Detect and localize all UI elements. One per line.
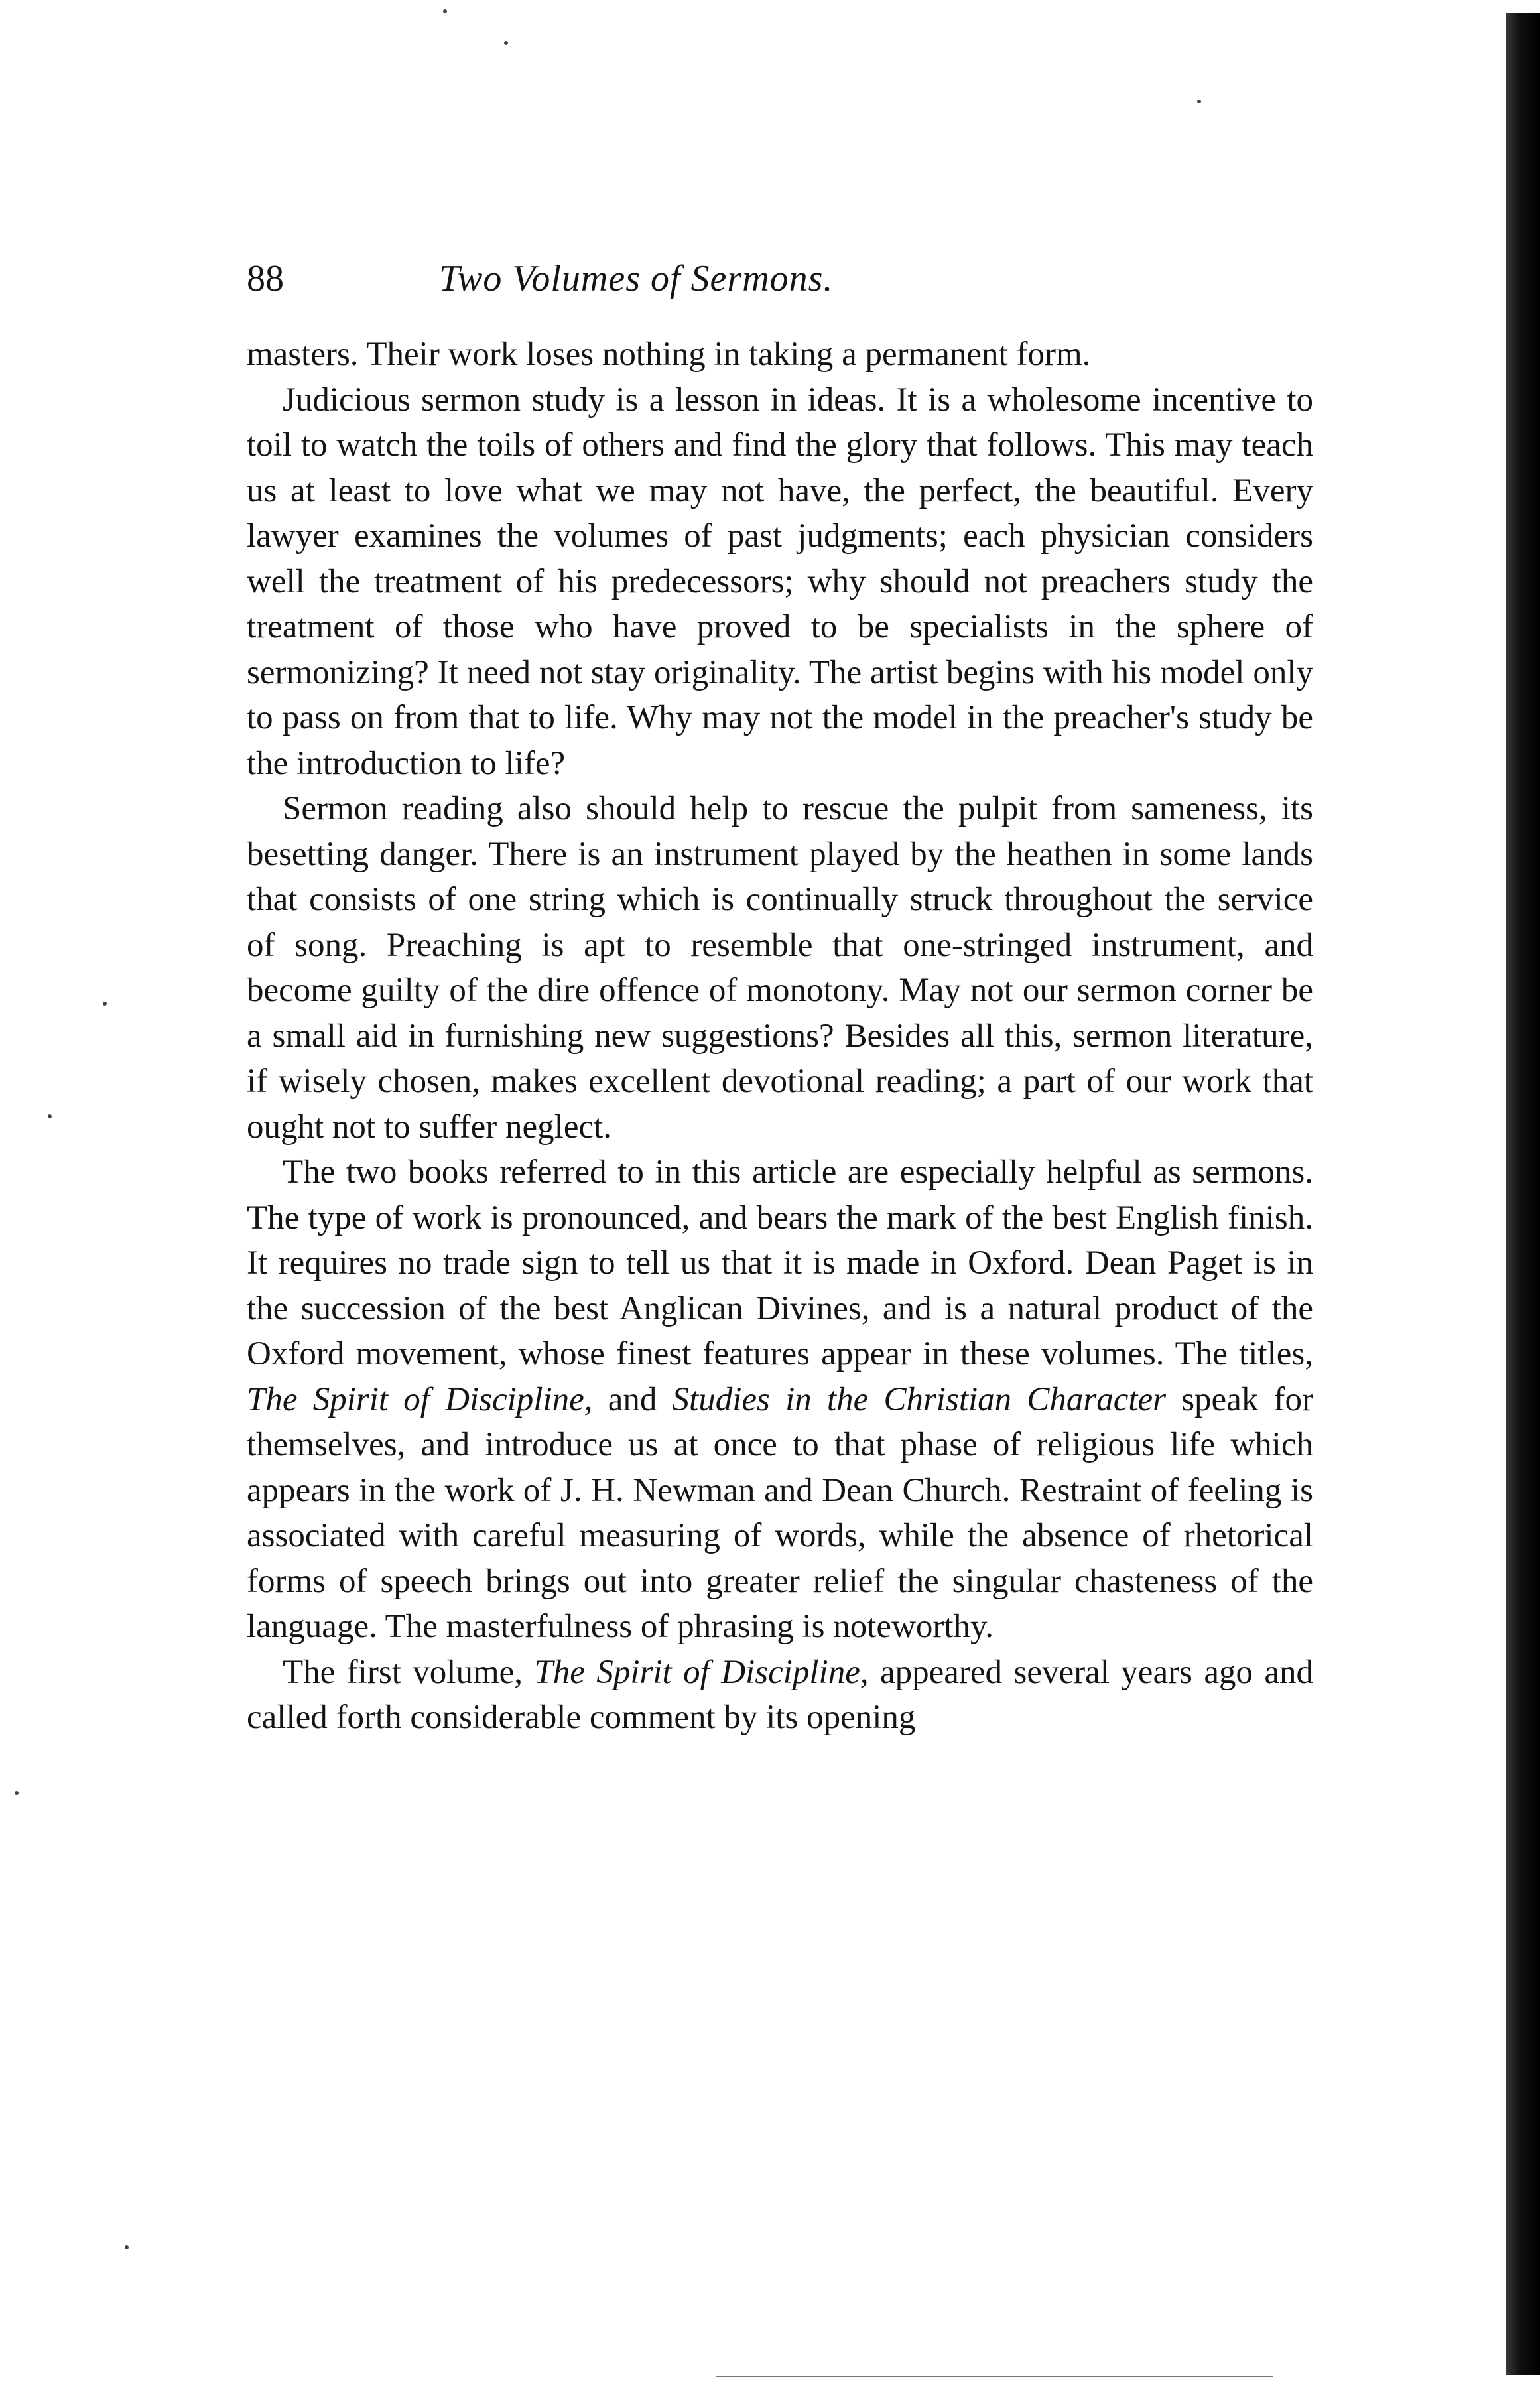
paragraph [247, 786, 1313, 1150]
paragraph-text: Sermon reading also should help to rescue the pulpit from sameness, its besetting danger. There is an instrument played by the heathen in some lands that consists of one string which is continually struck throughout the service of song. Preaching is apt to resemble that one-stringed instrument, and become guilty of the dire offence of monotony. May not our sermon corner be a small aid in furnishing new suggestions? Besides all this, sermon literature, if wisely chosen, makes excellent devotional reading; a part of our work that ought not to suffer neglect. [247, 790, 1313, 1146]
book-spine-shadow [1506, 13, 1540, 2375]
body-text [247, 332, 1313, 1741]
book-title: The Spirit of Discipline, [534, 1653, 869, 1691]
scan-speck [1197, 100, 1201, 103]
paragraph-text: The first volume, [283, 1653, 535, 1691]
paragraph [247, 1650, 1313, 1741]
paragraph [247, 1150, 1313, 1650]
book-title: Studies in the Christian Character [672, 1380, 1167, 1418]
scan-speck [15, 1791, 19, 1795]
paragraph-text: speak for themselves, and introduce us at once to that phase of religious life which appears in the work of J. H. Newman and Dean Church. Restraint of feeling is associated with careful measuring of words, while the absence of rhetorical forms of speech brings out into greater relief the singular chasteness of the language. The masterfulness of phrasing is noteworthy. [247, 1380, 1313, 1645]
page-number: 88 [247, 258, 284, 299]
paragraph-text: appeared several years ago and called forth considerable comment by its opening [247, 1653, 1314, 1736]
paragraph-text: and [592, 1380, 673, 1418]
scan-speck [125, 2245, 129, 2249]
paragraph [247, 377, 1313, 787]
paragraph-text: masters. Their work loses nothing in taking a permanent form. [247, 336, 1091, 373]
paragraph-continuation [247, 332, 1313, 377]
scan-speck [504, 41, 508, 45]
page-header [247, 257, 1321, 310]
book-title: The Spirit of Discipline, [247, 1380, 593, 1418]
page-bottom-edge [716, 2376, 1273, 2377]
scan-speck [103, 1002, 107, 1006]
running-title: Two Volumes of Sermons. [439, 258, 834, 299]
paragraph-text: Judicious sermon study is a lesson in ideas. It is a wholesome incentive to toil to watch the toils of others and find the glory that follows. This may teach us at least to love what we may not have, the perfect, the beautiful. Every lawyer examines the volumes of past judgments; each physician considers well the treatment of his predecessors; why should not preachers study the treatment of those who have proved to be specialists in the sphere of sermonizing? It need not stay originality. The artist begins with his model only to pass on from that to life. Why may not the model in the preacher's study be the introduction to life? [247, 381, 1313, 782]
scan-speck [443, 9, 447, 13]
paragraph-text: The two books referred to in this article are especially helpful as sermons. The type of work is pronounced, and bears the mark of the best English finish. It requires no trade sign to tell us that it is made in Oxford. Dean Paget is in the succession of the best Anglican Divines, and is a natural product of the Oxford movement, whose finest features appear in these volumes. The titles, [247, 1154, 1313, 1372]
scan-speck [48, 1114, 52, 1118]
